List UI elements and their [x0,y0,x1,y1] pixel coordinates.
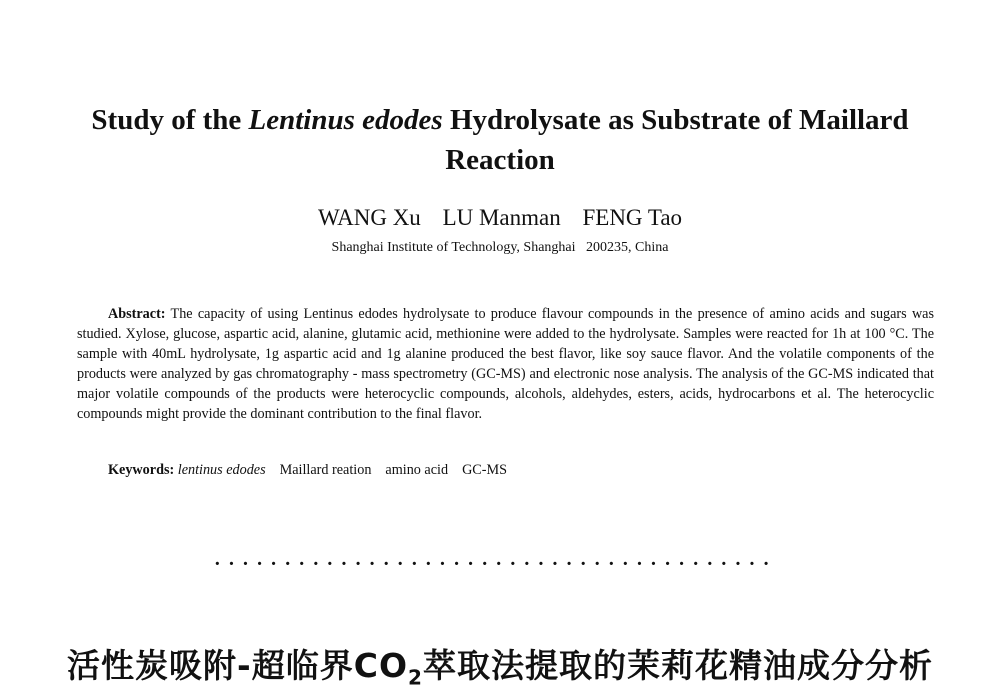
title-part1: Study of the [91,104,249,136]
author-list [0,203,1000,233]
keywords-line [108,460,521,480]
keyword-1: lentinus edodes [177,462,266,478]
abstract-paragraph [77,305,934,424]
title-italic-species: Lentinus edodes [248,104,443,136]
next-article-title [0,644,1000,700]
keyword-4: GC-MS [462,462,508,478]
affiliation: Shanghai Institute of Technology, Shanghai 200235, China [331,240,669,255]
paper-title [80,100,920,180]
keywords-label: Keywords: [108,462,175,478]
next-title-subscript: 2 [408,665,423,690]
abstract-label: Abstract: [108,306,166,322]
title-part2: Hydrolysate as Substrate of Maillard Reaction [442,104,909,176]
keyword-3: amino acid [385,462,449,478]
author-3: FENG Tao [582,205,683,230]
keyword-2: Maillard reation [279,462,372,478]
next-title-before-sub: 活性炭吸附-超临界CO [67,646,409,685]
author-1: WANG Xu [317,205,421,230]
next-title-after-sub: 萃取法提取的茉莉花精油成分分析 [422,646,933,685]
dotted-separator: ········································ [214,553,777,575]
abstract-text: The capacity of using Lentinus edodes hydrolysate to produce flavour compounds in the presence of amino acids and sugars was studied. Xylose, glucose, aspartic acid, alanine, glutamic acid, methionine were added to the hydrolysate. Samples were reacted for 1h at 100 °C. The sample with 40mL hydrolysate, 1g aspartic acid and 1g alanine produced the best flavor, like soy sauce flavor. And the volatile components of the products were analyzed by gas chromatography - mass spectrometry (GC-MS) and electronic nose analysis. The analysis of the GC-MS indicated that major volatile compounds of the products were heterocyclic compounds, alcohols, aldehydes, esters, acids, hydrocarbons et al. The heterocyclic compounds might provide the dominant contribution to the final flavor. [77,306,935,422]
author-2: LU Manman [442,205,561,230]
